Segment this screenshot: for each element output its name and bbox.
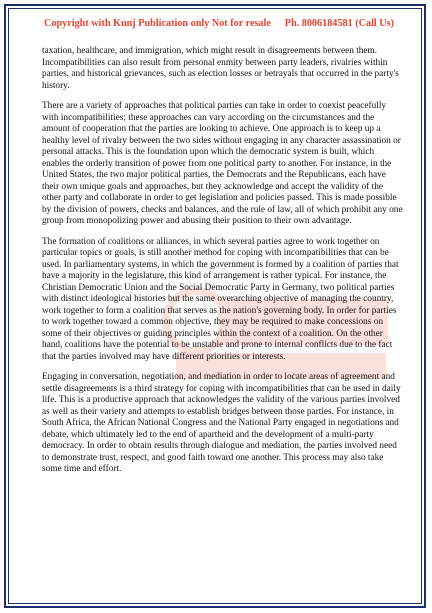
copyright-notice: Copyright with Kunj Publication only Not for resale [44, 18, 271, 29]
contact-phone: Ph. 8006184581 (Call Us) [284, 18, 394, 29]
paragraph: The formation of coalitions or alliances, in which several parties agree to work together on particular topics or goals, is still another method for coping with incompatibilities that can be used. In parliamentary systems, in which the government is formed by a coalition of parties that have a majority in the legislature, this kind of arrangement is rather typical. For instance, the Christian Democratic Union and the Social Democratic Party in Germany, two political parties with distinct ideological histories but the same overarching objective of managing the country, work together to form a coalition that serves as the nation's governing body. In order for parties to work together toward a common objective, they may be required to make concessions on some of their objectives or guiding principles within the context of a coalition. On the other hand, coalitions have the potential to be unstable and prone to internal conflicts due to the fact that the parties involved may have different priorities or interests. [42, 236, 399, 362]
paragraph: There are a variety of approaches that political parties can take in order to coexist peacefully with incompatibilities; these approaches can vary according on the circumstances and the amount of cooperation that the parties are looking to achieve. One approach is to keep up a healthy level of rivalry between the two sides without engaging in any character assassination or personal attacks. This is the foundation upon which the democratic system is built, which enables the orderly transition of power from one political party to another. For instance, in the United States, the two major political parties, the Democrats and the Republicans, each have their own unique goals and approaches, but they acknowledge and accept the validity of the other party and collaborate in order to get legislation and policies passed. This is made possible by the division of powers, checks and balances, and the rule of law, all of which prohibit any one group from monopolizing power and abusing their position to their own advantage. [42, 101, 403, 226]
page-frame [4, 4, 426, 608]
page-header [44, 18, 394, 29]
document-body [42, 46, 404, 485]
paragraph: Engaging in conversation, negotiation, and mediation in order to locate areas of agreement and settle disagreements is a third strategy for coping with incompatibilities that can be used in daily life. This is a productive approach that acknowledges the validity of the various parties involved as well as their variety and attempts to establish bridges between those parties. For instance, in South Africa, the African National Congress and the National Party engaged in negotiations and debate, which ultimately led to the end of apartheid and the development of a multi-party democracy. In order to obtain results through dialogue and mediation, the parties involved need to demonstrate trust, respect, and good faith toward one another. This process may also take some time and effort. [42, 372, 401, 474]
paragraph: taxation, healthcare, and immigration, which might result in disagreements between them. Incompatibilities can also result from personal enmity between party leaders, rivalries within parties, and historical grievances, such as election losses or betrayals that occurred in the party's history. [42, 46, 399, 91]
